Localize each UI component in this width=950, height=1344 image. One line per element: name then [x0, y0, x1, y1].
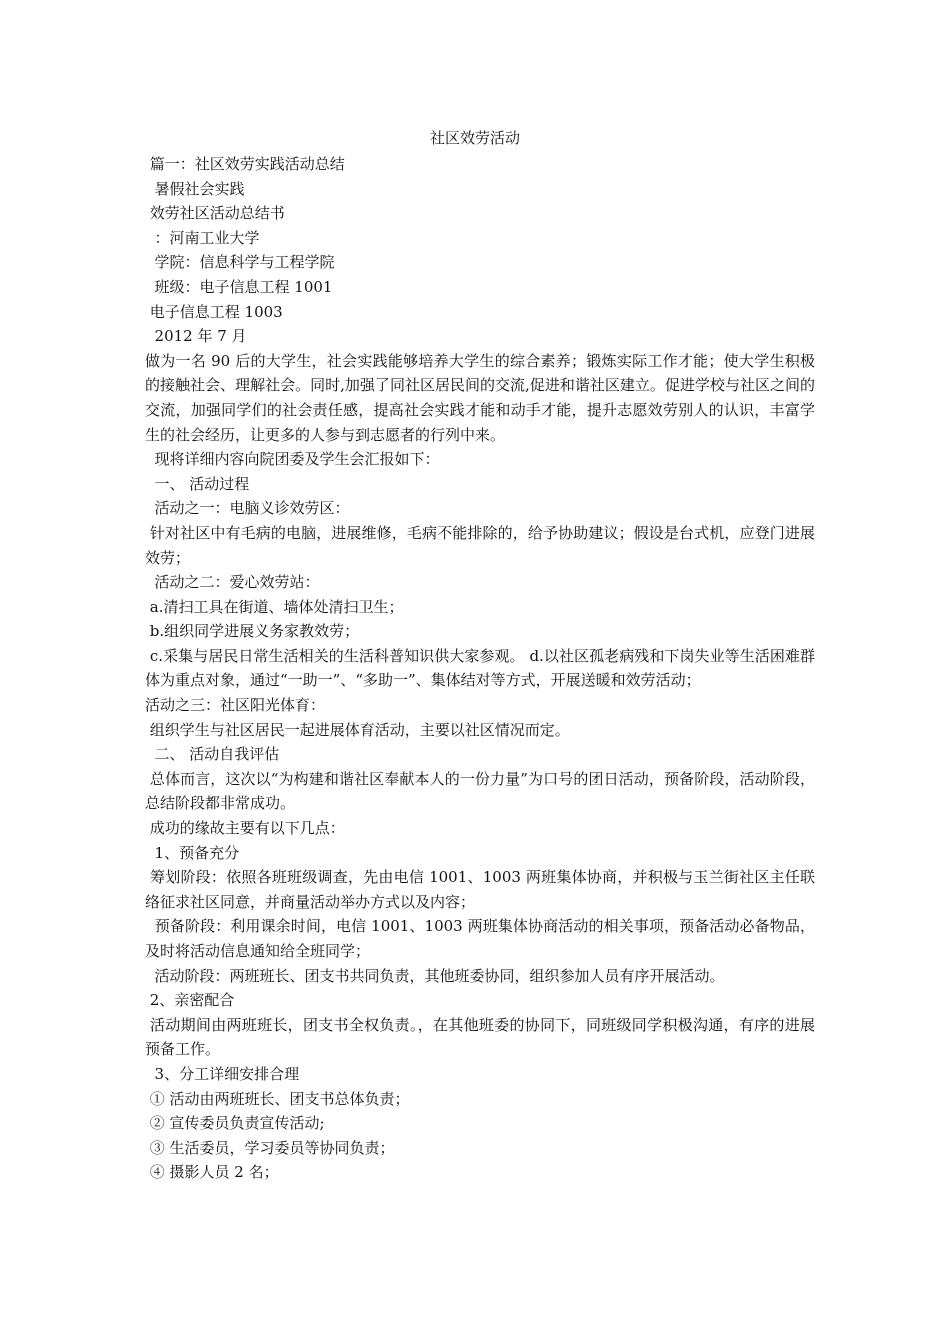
paragraph: 做为一名 90 后的大学生，社会实践能够培养大学生的综合素养；锻炼实际工作才能；使大学生积极的接触社会、理解社会。同时,加强了同社区居民间的交流,促进和谐社区建立。促进学校与社区之间的交流，加强同学们的社会责任感，提高社会实践才能和动手才能，提升志愿效劳别人的认识，丰富学生的社会经历，让更多的人参与到志愿者的行列中来。 [145, 351, 815, 444]
paragraph: 活动之二：爱心效劳站： [145, 573, 320, 592]
paragraph: 组织学生与社区居民一起进展体育活动，主要以社区情况而定。 [145, 720, 570, 739]
paragraph: 二、 活动自我评估 [145, 745, 280, 764]
paragraph: 2012 年 7 月 [145, 327, 247, 346]
paragraph: c.采集与居民日常生活相关的生活科普知识供大家参观。 d.以社区孤老病残和下岗失业等生活困难群体为重点对象，通过“一助一”、“多助一”、集体结对等方式，开展送暖和效劳活动； [145, 646, 815, 690]
paragraph: 篇一：社区效劳实践活动总结 [145, 155, 345, 173]
paragraph: 学院：信息科学与工程学院 [145, 253, 335, 272]
paragraph: 效劳社区活动总结书 [145, 204, 285, 223]
paragraph: 成功的缘故主要有以下几点： [145, 819, 345, 838]
paragraph: b.组织同学进展义务家教效劳； [145, 622, 360, 641]
paragraph: 预备阶段：利用课余时间，电信 1001、1003 两班集体协商活动的相关事项，预备活动必备物品，及时将活动信息通知给全班同学； [145, 917, 815, 960]
paragraph: 活动阶段：两班班长、团支书共同负责，其他班委协同，组织参加人员有序开展活动。 [145, 966, 725, 985]
paragraph: ③ 生活委员，学习委员等协同负责； [145, 1138, 395, 1157]
paragraph: 电子信息工程 1003 [145, 302, 283, 321]
paragraph: 现将详细内容向院团委及学生会汇报如下： [145, 450, 440, 469]
paragraph: 活动期间由两班班长，团支书全权负责。，在其他班委的协同下，同班级同学积极沟通，有序的进展预备工作。 [145, 1015, 815, 1059]
paragraph: ① 活动由两班班长、团支书总体负责； [145, 1089, 410, 1108]
paragraph: 活动之一：电脑义诊效劳区： [145, 499, 350, 518]
paragraph: 一、 活动过程 [145, 474, 250, 493]
paragraph: 针对社区中有毛病的电脑，进展维修，毛病不能排除的，给予协助建议；假设是台式机，应登门进展效劳； [145, 523, 815, 567]
paragraph: 2、亲密配合 [145, 991, 235, 1010]
paragraph: 总体而言，这次以“为构建和谐社区奉献本人的一份力量”为口号的团日活动，预备阶段，活动阶段，总结阶段都非常成功。 [145, 769, 815, 813]
paragraph: 暑假社会实践 [145, 179, 245, 198]
document-title: 社区效劳活动 [429, 129, 520, 147]
paragraph: ② 宣传委员负责宣传活动; [145, 1114, 325, 1133]
paragraph: a.清扫工具在街道、墙体处清扫卫生； [145, 597, 404, 616]
document-body [145, 152, 815, 1185]
paragraph: 班级：电子信息工程 1001 [145, 277, 333, 296]
paragraph: 活动之三：社区阳光体育： [145, 696, 326, 715]
paragraph: 3、分工详细安排合理 [145, 1064, 300, 1083]
paragraph: ④ 摄影人员 2 名； [145, 1163, 279, 1182]
paragraph: 1、预备充分 [145, 843, 240, 862]
paragraph: 筹划阶段：依照各班班级调查，先由电信 1001、1003 两班集体协商，并积极与玉兰街社区主任联络征求社区同意，并商量活动举办方式以及内容； [145, 868, 815, 911]
paragraph: ：河南工业大学 [145, 228, 260, 247]
